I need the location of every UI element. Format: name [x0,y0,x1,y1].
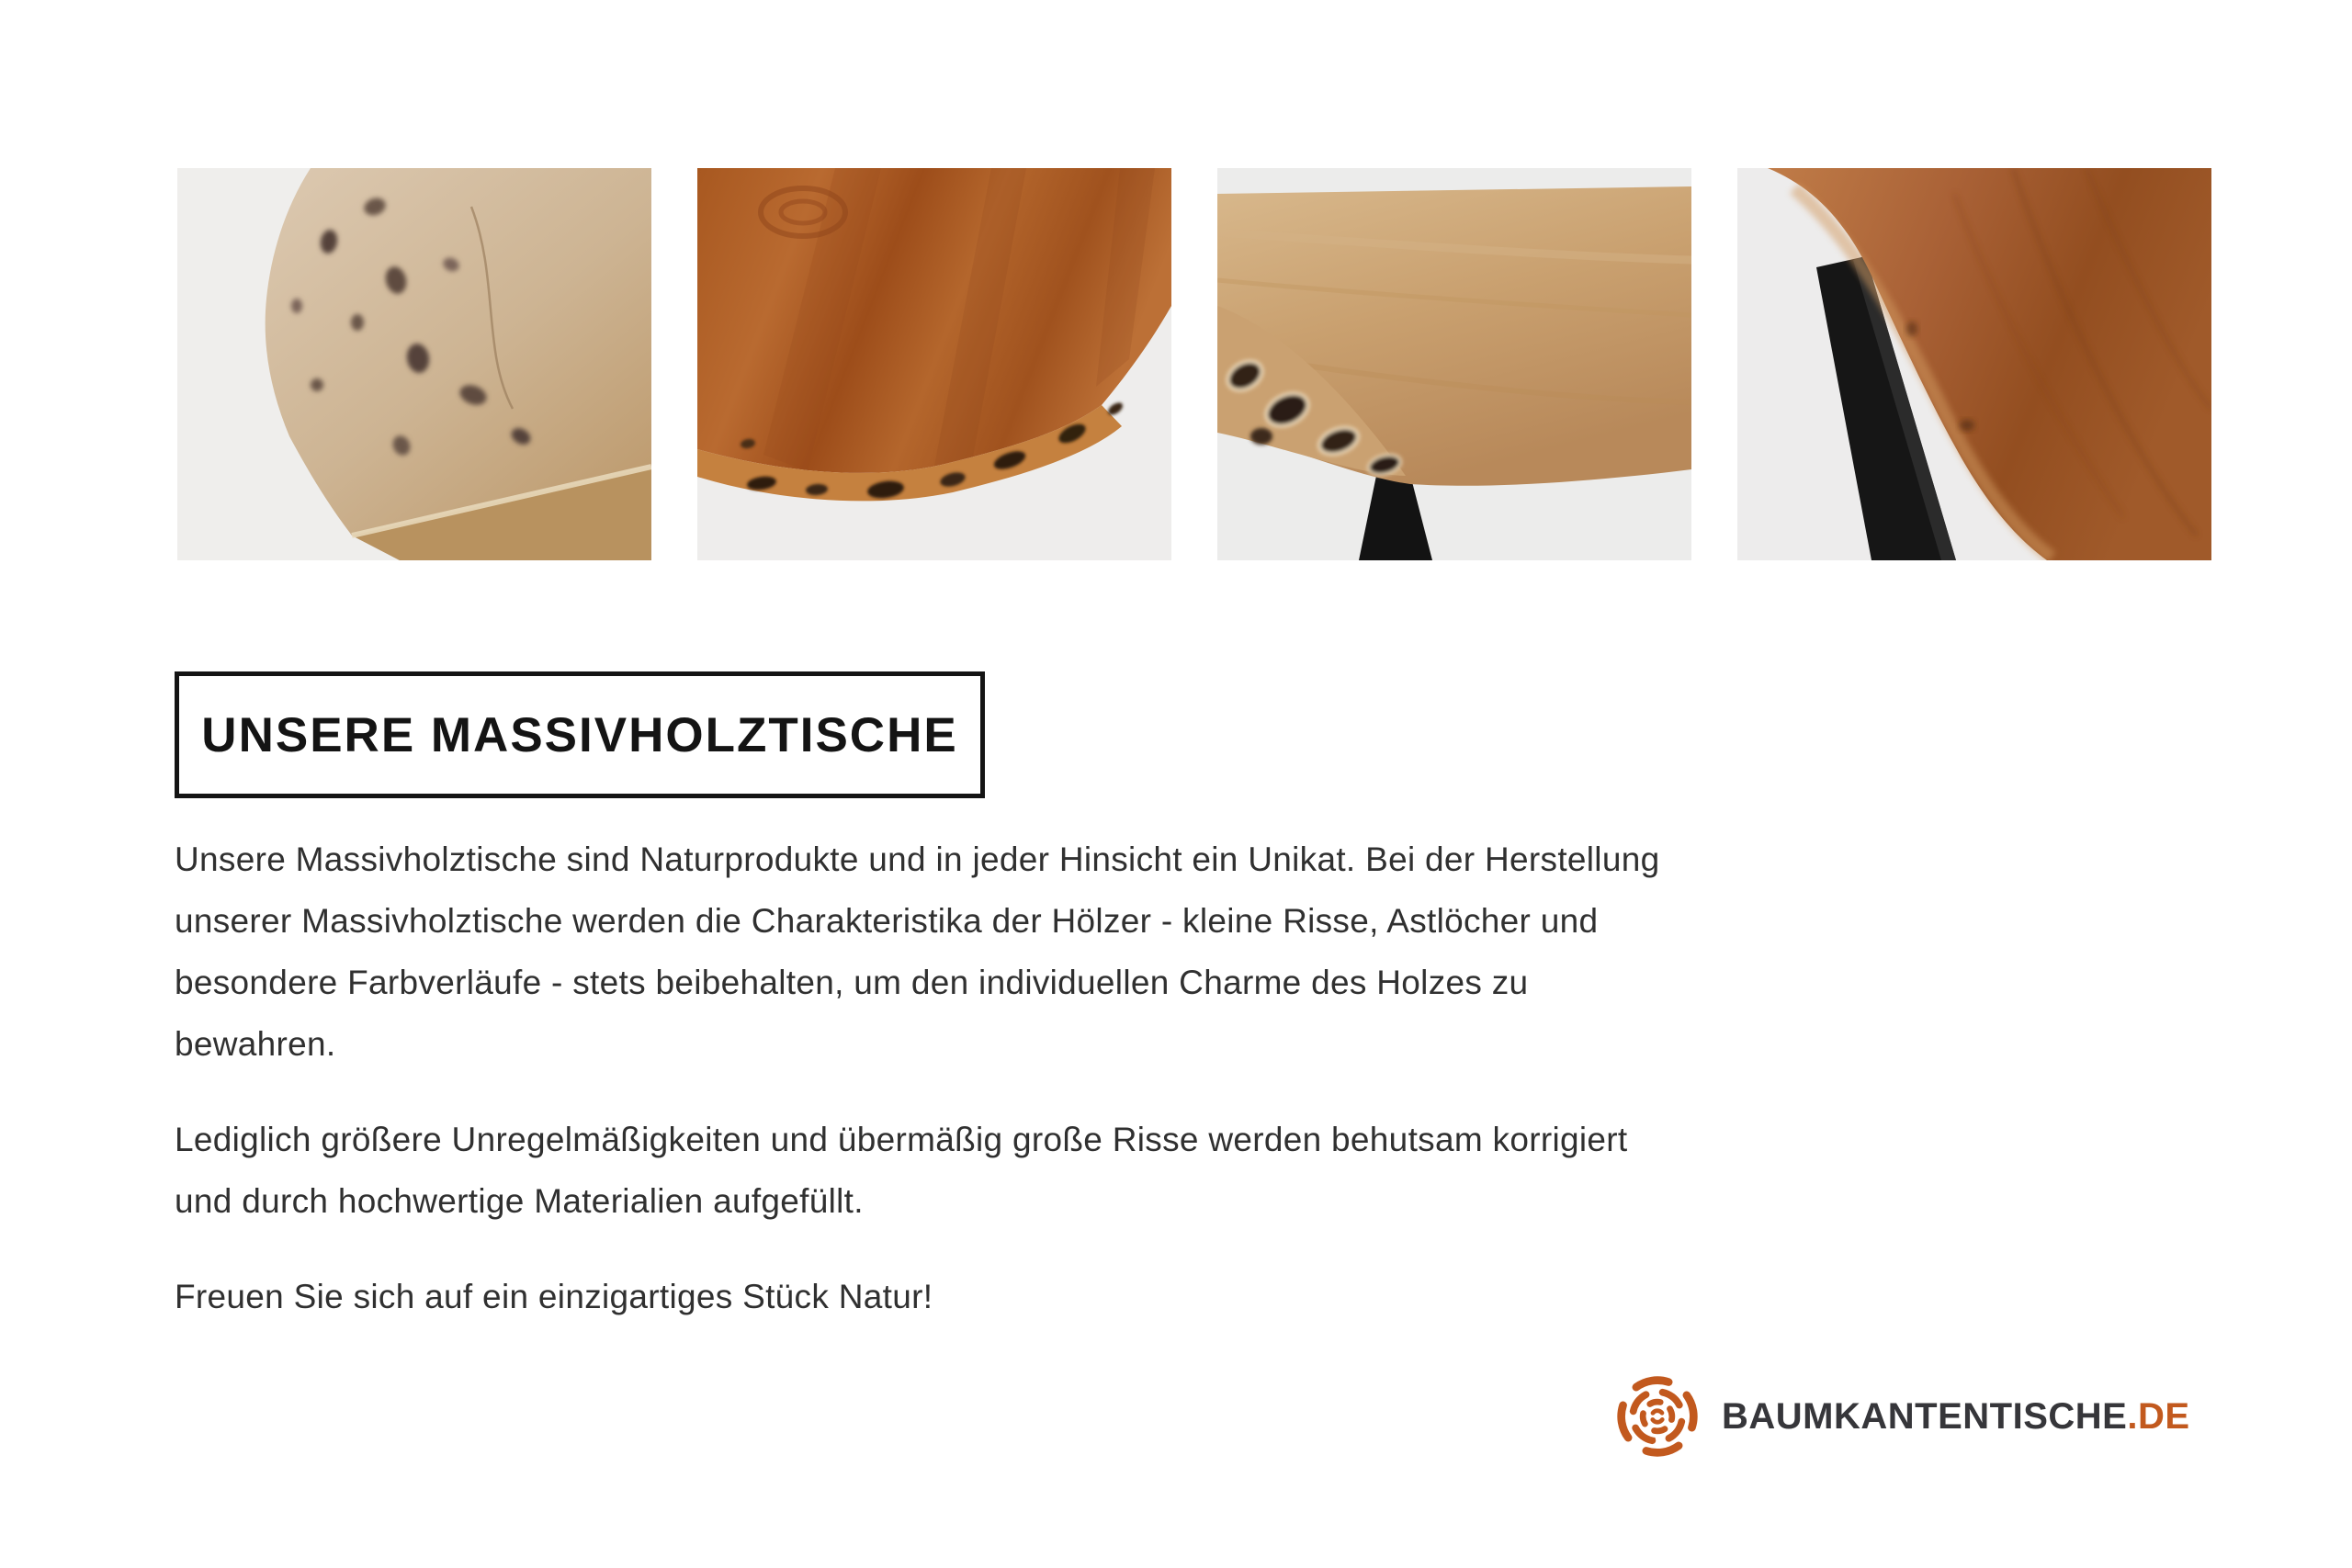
paragraph-line: unserer Massivholztische werden die Charakteristika der Hölzer - kleine Risse, Astlöcher und [175,902,1599,940]
paragraph-1 [175,829,2177,1075]
brand-tld: .DE [2127,1395,2190,1437]
table-corner-illustration [1737,168,2211,560]
paragraph-line: Unsere Massivholztische sind Naturprodukte und in jeder Hinsicht ein Unikat. Bei der Herstellung [175,840,1660,878]
description-text [175,829,2177,1361]
paragraph-line: und durch hochwertige Materialien aufgefüllt. [175,1182,864,1220]
tabletop-illustration [1217,168,1691,560]
paragraph-2 [175,1109,2177,1232]
paragraph-3 [175,1266,2177,1327]
page-title: UNSERE MASSIVHOLZTISCHE [201,707,958,762]
brand-name: BAUMKANTENTISCHE [1722,1395,2128,1437]
paragraph-line: Lediglich größere Unregelmäßigkeiten und übermäßig große Risse werden behutsam korrigiert [175,1121,1628,1158]
section-heading-box [175,671,985,798]
live-edge-photo-2 [697,168,1171,560]
live-edge-photo-1 [177,168,651,560]
live-edge-photo-3 [1217,168,1691,560]
paragraph-line: bewahren. [175,1025,336,1063]
tree-rings-icon [1613,1372,1702,1461]
wood-edge-illustration [697,168,1171,560]
wood-corner-illustration [177,168,651,560]
paragraph-line: besondere Farbverläufe - stets beibehalten, um den individuellen Charme des Holzes zu [175,964,1529,1001]
brand-wordmark [1722,1396,2190,1438]
brand-logo[interactable] [1613,1372,2190,1461]
paragraph-line: Freuen Sie sich auf ein einzigartiges Stück Natur! [175,1278,933,1315]
live-edge-photo-4 [1737,168,2211,560]
photo-gallery [177,168,2211,560]
